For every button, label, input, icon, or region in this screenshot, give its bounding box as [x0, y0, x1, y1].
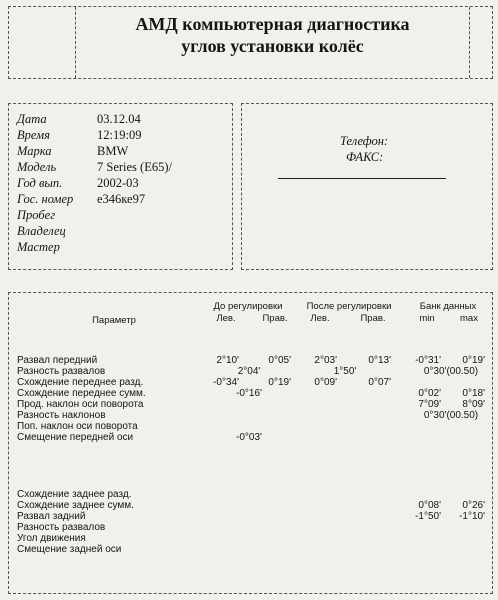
contact-panel	[241, 103, 493, 270]
after-combined-value: 1°50'	[333, 366, 357, 377]
column-header-before: До регулировки	[213, 301, 283, 312]
bank-min-value: 0°02'	[418, 388, 441, 399]
bank-min-value: 0°08'	[418, 500, 441, 511]
column-header-min: min	[419, 313, 435, 324]
before-left-value: 2°10'	[216, 355, 239, 366]
column-header-after-right: Прав.	[360, 313, 386, 324]
before-combined-value: 2°04'	[237, 366, 261, 377]
bank-max-value: -1°10'	[459, 511, 485, 522]
info-label: Дата	[17, 112, 47, 126]
column-header-max: max	[460, 313, 478, 324]
report-title	[75, 13, 470, 57]
param-name: Угол движения	[17, 533, 86, 544]
header-left-cell	[9, 7, 76, 78]
param-name: Прод. наклон оси поворота	[17, 399, 144, 410]
after-right-value: 0°13'	[368, 355, 391, 366]
param-name: Смещение передней оси	[17, 432, 134, 443]
info-value: е346ке97	[97, 192, 146, 206]
column-header-bank: Банк данных	[419, 301, 477, 312]
report-title-line1: АМД компьютерная диагностика	[135, 14, 410, 34]
bank-max-value: 0°18'	[462, 388, 485, 399]
info-value: 7 Series (E65)/	[97, 160, 172, 174]
param-name: Смещение задней оси	[17, 544, 122, 555]
param-name: Развал передний	[17, 355, 98, 366]
param-name: Схождение заднее разд.	[17, 489, 132, 500]
info-label: Марка	[17, 144, 52, 158]
param-name: Схождение переднее разд.	[17, 377, 144, 388]
after-left-value: 0°09'	[314, 377, 337, 388]
info-label: Модель	[17, 160, 57, 174]
column-header-after-left: Лев.	[310, 313, 330, 324]
info-label: Гос. номер	[17, 192, 74, 206]
report-title-line2: углов установки колёс	[181, 36, 364, 56]
fax-label: ФАКС:	[346, 150, 384, 164]
bank-min-value: -0°31'	[415, 355, 441, 366]
param-name: Поп. наклон оси поворота	[17, 421, 138, 432]
info-value: BMW	[97, 144, 129, 158]
bank-max-value: 0°19'	[462, 355, 485, 366]
param-name: Разность развалов	[17, 366, 106, 377]
bank-range-value: 0°30'(00.50)	[423, 410, 479, 421]
phone-label: Телефон:	[340, 134, 389, 148]
info-label: Год вып.	[17, 176, 63, 190]
vehicle-info-panel	[8, 103, 233, 270]
bank-max-value: 8°09'	[462, 399, 485, 410]
after-right-value: 0°07'	[368, 377, 391, 388]
info-label: Владелец	[17, 224, 66, 238]
info-label: Пробег	[17, 208, 56, 222]
signature-line	[278, 178, 446, 179]
before-combined-value: -0°16'	[236, 388, 262, 399]
info-value: 2002-03	[97, 176, 139, 190]
before-combined-value: -0°03'	[236, 432, 262, 443]
param-name: Развал задний	[17, 511, 86, 522]
after-left-value: 2°03'	[314, 355, 337, 366]
bank-max-value: 0°26'	[462, 500, 485, 511]
report-header	[8, 6, 493, 79]
param-name: Схождение заднее сумм.	[17, 500, 134, 511]
bank-range-value: 0°30'(00.50)	[423, 366, 479, 377]
before-right-value: 0°05'	[268, 355, 291, 366]
column-header-parameter: Параметр	[92, 315, 136, 326]
header-right-cell	[469, 7, 492, 78]
alignment-table	[8, 292, 493, 594]
info-value: 03.12.04	[97, 112, 141, 126]
info-label: Время	[17, 128, 50, 142]
before-left-value: -0°34'	[213, 377, 239, 388]
before-right-value: 0°19'	[268, 377, 291, 388]
param-name: Разность развалов	[17, 522, 106, 533]
param-name: Схождение переднее сумм.	[17, 388, 146, 399]
column-header-before-left: Лев.	[216, 313, 236, 324]
info-value: 12:19:09	[97, 128, 142, 142]
bank-min-value: -1°50'	[415, 511, 441, 522]
column-header-after: После регулировки	[306, 301, 392, 312]
column-header-before-right: Прав.	[262, 313, 288, 324]
bank-min-value: 7°09'	[418, 399, 441, 410]
info-label: Мастер	[17, 240, 60, 254]
param-name: Разность наклонов	[17, 410, 106, 421]
